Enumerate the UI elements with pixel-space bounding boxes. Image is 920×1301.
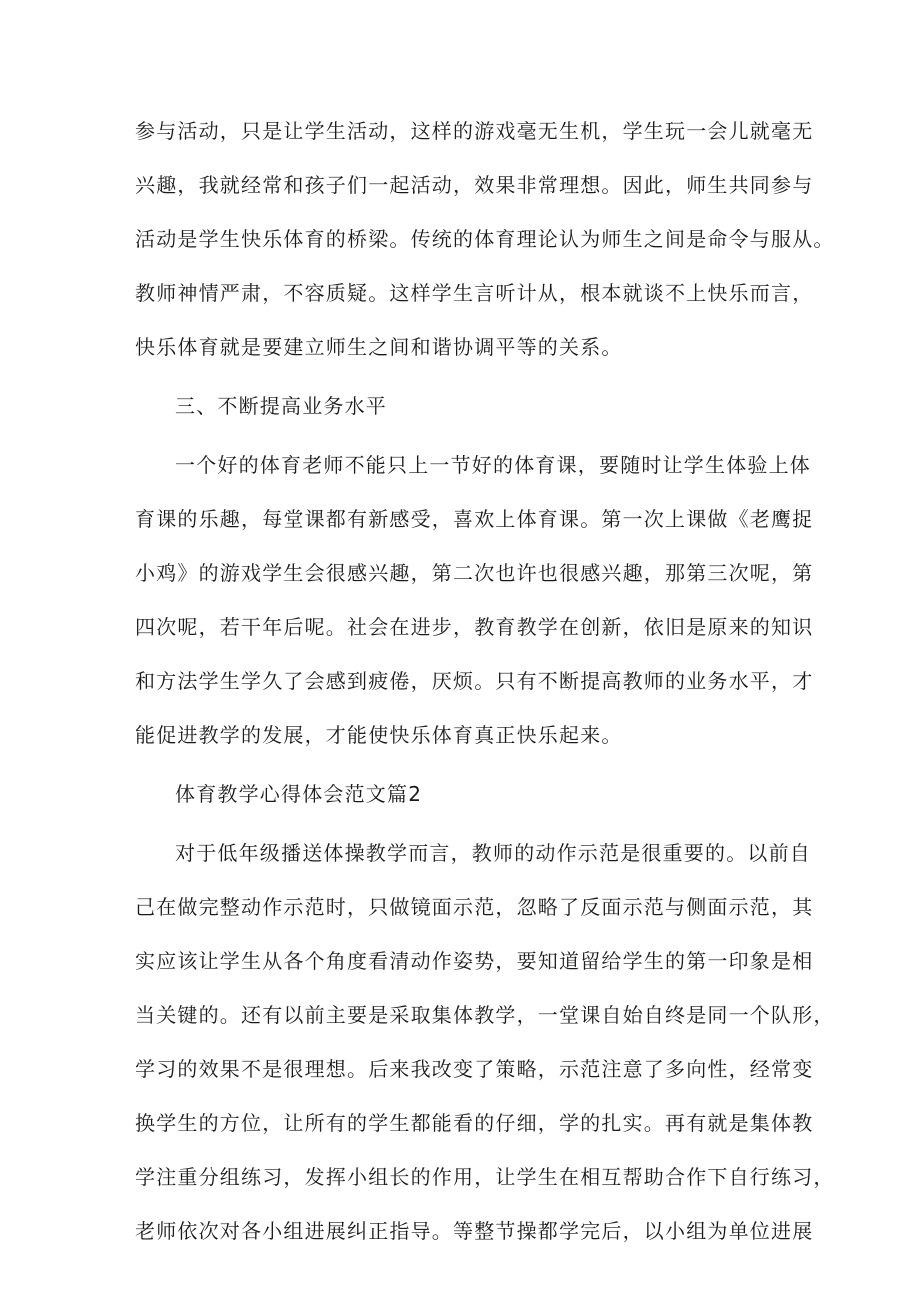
text-line: 学习的效果不是很理想。后来我改变了策略，示范注意了多向性，经常变: [135, 1057, 814, 1081]
text-line: 快乐体育就是要建立师生之间和谐协调平等的关系。: [135, 335, 623, 359]
text-line: 一个好的体育老师不能只上一节好的体育课，要随时让学生体验上体: [175, 453, 811, 477]
text-line: 活动是学生快乐体育的桥梁。传统的体育理论认为师生之间是命令与服从。: [135, 227, 835, 251]
text-line: 和方法学生学久了会感到疲倦，厌烦。只有不断提高教师的业务水平，才: [135, 669, 814, 693]
article-title: 体育教学心得体会范文篇2: [175, 782, 423, 806]
text-line: 当关键的。还有以前主要是采取集体教学，一堂课自始自终是同一个队形，: [135, 1003, 835, 1027]
text-line: 学注重分组练习，发挥小组长的作用，让学生在相互帮助合作下自行练习，: [135, 1165, 835, 1189]
text-line: 己在做完整动作示范时，只做镜面示范，忽略了反面示范与侧面示范，其: [135, 895, 814, 919]
text-line: 老师依次对各小组进展纠正指导。等整节操都学完后，以小组为单位进展: [135, 1219, 814, 1243]
text-line: 换学生的方位，让所有的学生都能看的仔细，学的扎实。再有就是集体教: [135, 1111, 814, 1135]
text-line: 兴趣，我就经常和孩子们一起活动，效果非常理想。因此，师生共同参与: [135, 173, 814, 197]
text-line: 育课的乐趣，每堂课都有新感受，喜欢上体育课。第一次上课做《老鹰捉: [135, 507, 814, 531]
text-line: 教师神情严肃，不容质疑。这样学生言听计从，根本就谈不上快乐而言，: [135, 281, 814, 305]
text-line: 四次呢，若干年后呢。社会在进步，教育教学在创新，依旧是原来的知识: [135, 615, 814, 639]
section-heading: 三、不断提高业务水平: [175, 394, 387, 418]
text-line: 参与活动，只是让学生活动，这样的游戏毫无生机，学生玩一会儿就毫无: [135, 119, 814, 143]
text-line: 能促进教学的发展，才能使快乐体育真正快乐起来。: [135, 723, 623, 747]
text-line: 实应该让学生从各个角度看清动作姿势，要知道留给学生的第一印象是相: [135, 949, 814, 973]
text-line: 小鸡》的游戏学生会很感兴趣，第二次也许也很感兴趣，那第三次呢，第: [135, 561, 814, 585]
text-line: 对于低年级播送体操教学而言，教师的动作示范是很重要的。以前自: [175, 841, 811, 865]
